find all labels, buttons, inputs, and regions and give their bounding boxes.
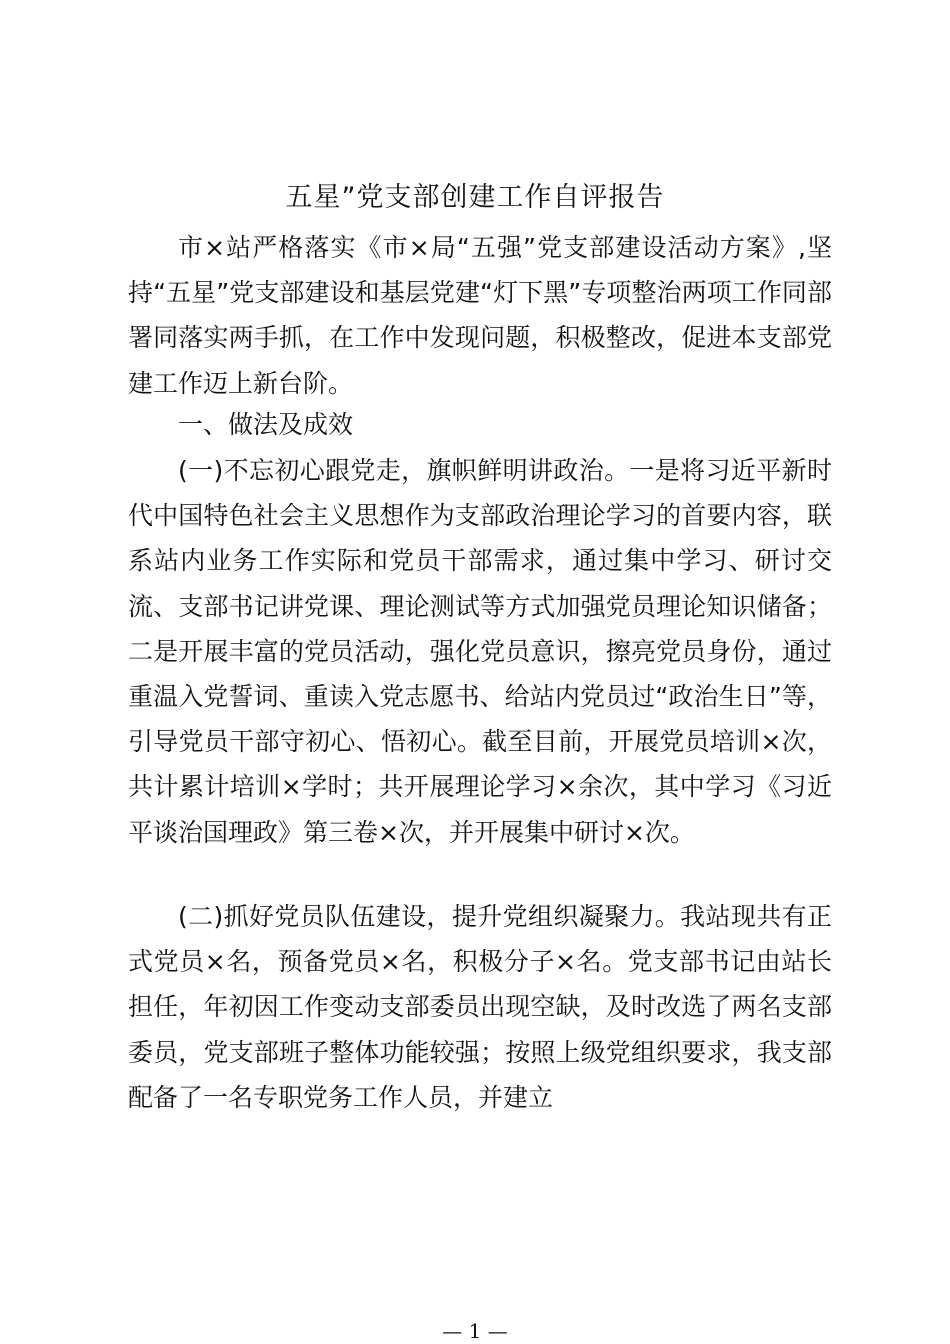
paragraph-team-building: (二)抓好党员队伍建设，提升党组织凝聚力。我站现共有正式党员×名，预备党员×名，积极分子×名。党支部书记由站长担任，年初因工作变动支部委员出现空缺，及时改选了两名支部委员，党支部班子整体功能较强；按照上级党组织要求，我支部配备了一名专职党务工作人员，并建立 bbox=[128, 902, 832, 1112]
page-number: — 1 — bbox=[442, 1319, 508, 1343]
intro-paragraph: 市×站严格落实《市×局“五强”党支部建设活动方案》,坚持“五星”党支部建设和基层党建“灯下黑”专项整治两项工作同部署同落实两手抓，在工作中发现问题，积极整改，促进本支部党建工作迈上新台阶。 bbox=[128, 233, 832, 398]
section-heading: 一、做法及成效 bbox=[178, 410, 354, 439]
paragraph-political-study: (一)不忘初心跟党走，旗帜鲜明讲政治。一是将习近平新时代中国特色社会主义思想作为支部政治理论学习的首要内容，联系站内业务工作实际和党员干部需求，通过集中学习、研讨交流、支部书记讲党课、理论测试等方式加强党员理论知识储备；二是开展丰富的党员活动，强化党员意识，擦亮党员身份，通过重温入党誓词、重读入党志愿书、给站内党员过“政治生日”等，引导党员干部守初心、悟初心。截至目前，开展党员培训×次，共计累计培训×学时；共开展理论学习×余次，其中学习《习近平谈治国理政》第三卷×次，并开展集中研讨×次。 bbox=[128, 456, 832, 847]
document-title: 五星”党支部创建工作自评报告 bbox=[285, 182, 665, 213]
